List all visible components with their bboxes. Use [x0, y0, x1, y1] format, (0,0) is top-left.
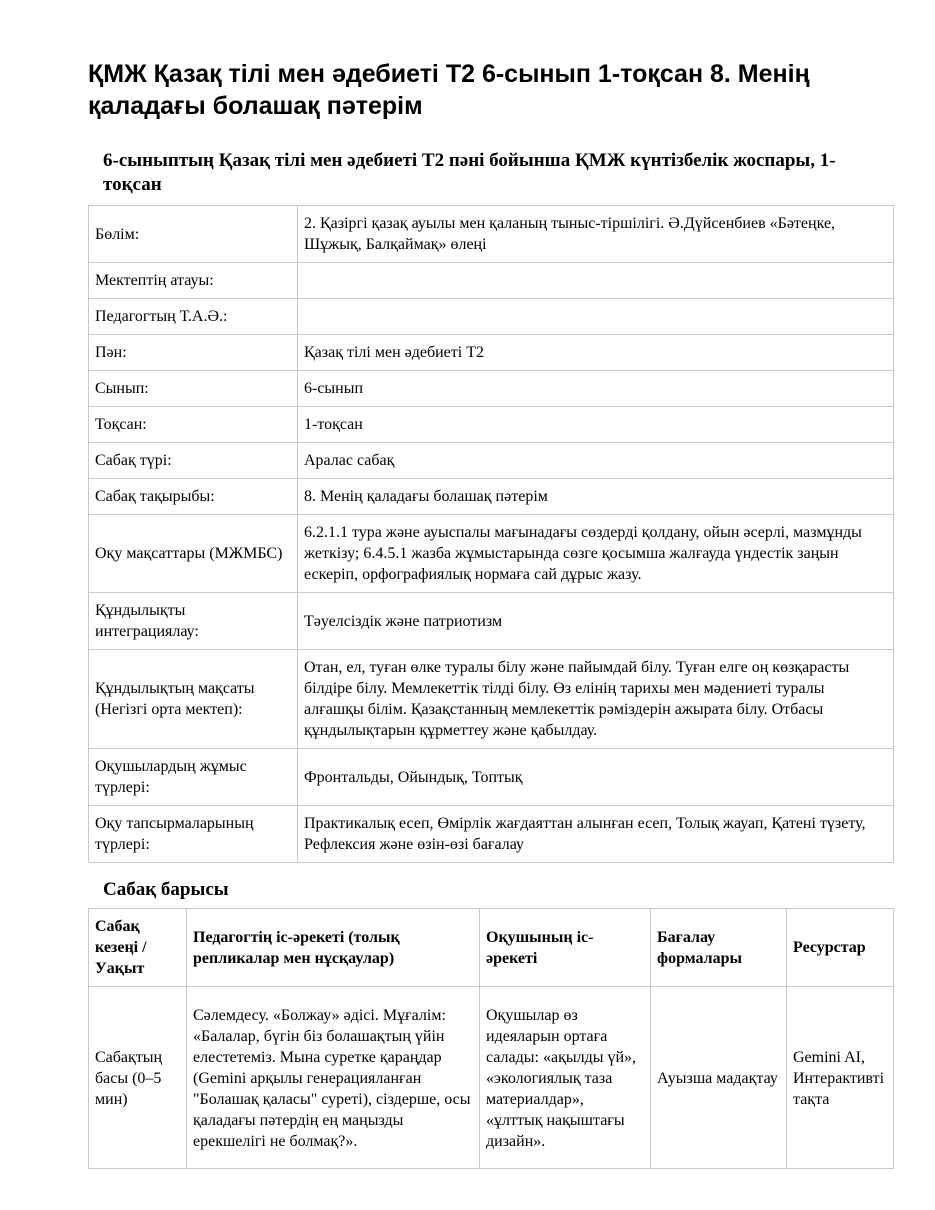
- info-value: [298, 299, 894, 335]
- plan-heading: 6-сыныптың Қазақ тілі мен әдебиеті Т2 пәні бойынша ҚМЖ күнтізбелік жоспары, 1-тоқсан: [103, 150, 836, 195]
- info-row: [89, 206, 894, 263]
- document-page: [88, 58, 893, 1169]
- flow-cell-stage: Сабақтың басы (0–5 мин): [89, 987, 187, 1169]
- info-label: Пән:: [89, 335, 298, 371]
- header-teacher-activity: Педагогтің іс-әрекеті (толық репликалар мен нұсқаулар): [187, 909, 480, 987]
- header-resources: Ресурстар: [787, 909, 894, 987]
- info-value: Отан, ел, туған өлке туралы білу және пайымдай білу. Туған елге оң көзқарасты білдіре білу. Мемлекеттік тілді білу. Өз елінің тарихы мен мәдениеті туралы алғашқы білім. Қазақстанның мемлекеттік рәміздерін ажырата білу. Отбасы құндылықтарын құрметтеу және қабылдау.: [298, 650, 894, 749]
- info-label: Оқушылардың жұмыс түрлері:: [89, 749, 298, 806]
- lesson-flow-table: [88, 908, 894, 1169]
- info-label: Сынып:: [89, 371, 298, 407]
- info-row: [89, 407, 894, 443]
- info-label: Тоқсан:: [89, 407, 298, 443]
- info-row: [89, 335, 894, 371]
- lesson-info-table: [88, 205, 894, 863]
- document-title: ҚМЖ Қазақ тілі мен әдебиеті Т2 6-сынып 1-тоқсан 8. Менің қаладағы болашақ пәтерім: [88, 60, 810, 120]
- info-value: Аралас сабақ: [298, 443, 894, 479]
- info-value: 2. Қазіргі қазақ ауылы мен қаланың тыныс-тіршілігі. Ә.Дүйсенбиев «Бәтеңке, Шұжық, Балқаймақ» өлеңі: [298, 206, 894, 263]
- flow-cell-teacher-activity: Сәлемдесу. «Болжау» әдісі. Мұғалім: «Балалар, бүгін біз болашақтың үйін елестетеміз. Мына суретке қараңдар (Gemini арқылы генерацияланған "Болашақ қаласы" суреті), сіздерше, осы қаладағы пәтердің ең маңызды ерекшелігі не болмақ?».: [187, 987, 480, 1169]
- info-label: Мектептің атауы:: [89, 263, 298, 299]
- flow-header-row: [89, 909, 894, 987]
- info-value: [298, 263, 894, 299]
- info-row: [89, 593, 894, 650]
- info-value: 6-сынып: [298, 371, 894, 407]
- info-row: [89, 650, 894, 749]
- info-value: 6.2.1.1 тура және ауыспалы мағынадағы сөздерді қолдану, ойын әсерлі, мазмұнды жеткізу; 6.4.5.1 жазба жұмыстарында сөзге қосымша жалғауда үндестік заңын ескеріп, орфографиялық нормаға сай дұрыс жазу.: [298, 515, 894, 593]
- info-label: Құндылықтың мақсаты (Негізгі орта мектеп):: [89, 650, 298, 749]
- info-value: 8. Менің қаладағы болашақ пәтерім: [298, 479, 894, 515]
- flow-cell-resources: Gemini AI, Интерактивті тақта: [787, 987, 894, 1169]
- info-row: [89, 806, 894, 863]
- lesson-flow-heading: Сабақ барысы: [103, 879, 229, 900]
- info-row: [89, 371, 894, 407]
- info-row: [89, 749, 894, 806]
- info-label: Оқу тапсырмаларының түрлері:: [89, 806, 298, 863]
- flow-cell-assessment: Ауызша мадақтау: [651, 987, 787, 1169]
- info-label: Сабақ тақырыбы:: [89, 479, 298, 515]
- info-value: Қазақ тілі мен әдебиеті Т2: [298, 335, 894, 371]
- flow-cell-student-activity: Оқушылар өз идеяларын ортаға салады: «ақылды үй», «экологиялық таза материалдар», «ұлттық нақыштағы дизайн».: [480, 987, 651, 1169]
- info-label: Оқу мақсаттары (МЖМБС): [89, 515, 298, 593]
- info-label: Сабақ түрі:: [89, 443, 298, 479]
- info-value: 1-тоқсан: [298, 407, 894, 443]
- flow-row: [89, 987, 894, 1169]
- info-row: [89, 263, 894, 299]
- info-row: [89, 515, 894, 593]
- info-value: Фронтальды, Ойындық, Топтық: [298, 749, 894, 806]
- header-assessment: Бағалау формалары: [651, 909, 787, 987]
- info-label: Құндылықты интеграциялау:: [89, 593, 298, 650]
- header-student-activity: Оқушының іс-әрекеті: [480, 909, 651, 987]
- info-value: Тәуелсіздік және патриотизм: [298, 593, 894, 650]
- info-row: [89, 443, 894, 479]
- info-label: Педагогтың Т.А.Ә.:: [89, 299, 298, 335]
- header-stage: Сабақ кезеңі / Уақыт: [89, 909, 187, 987]
- info-label: Бөлім:: [89, 206, 298, 263]
- info-value: Практикалық есеп, Өмірлік жағдаяттан алынған есеп, Толық жауап, Қатені түзету, Рефлексия және өзін-өзі бағалау: [298, 806, 894, 863]
- info-row: [89, 299, 894, 335]
- info-row: [89, 479, 894, 515]
